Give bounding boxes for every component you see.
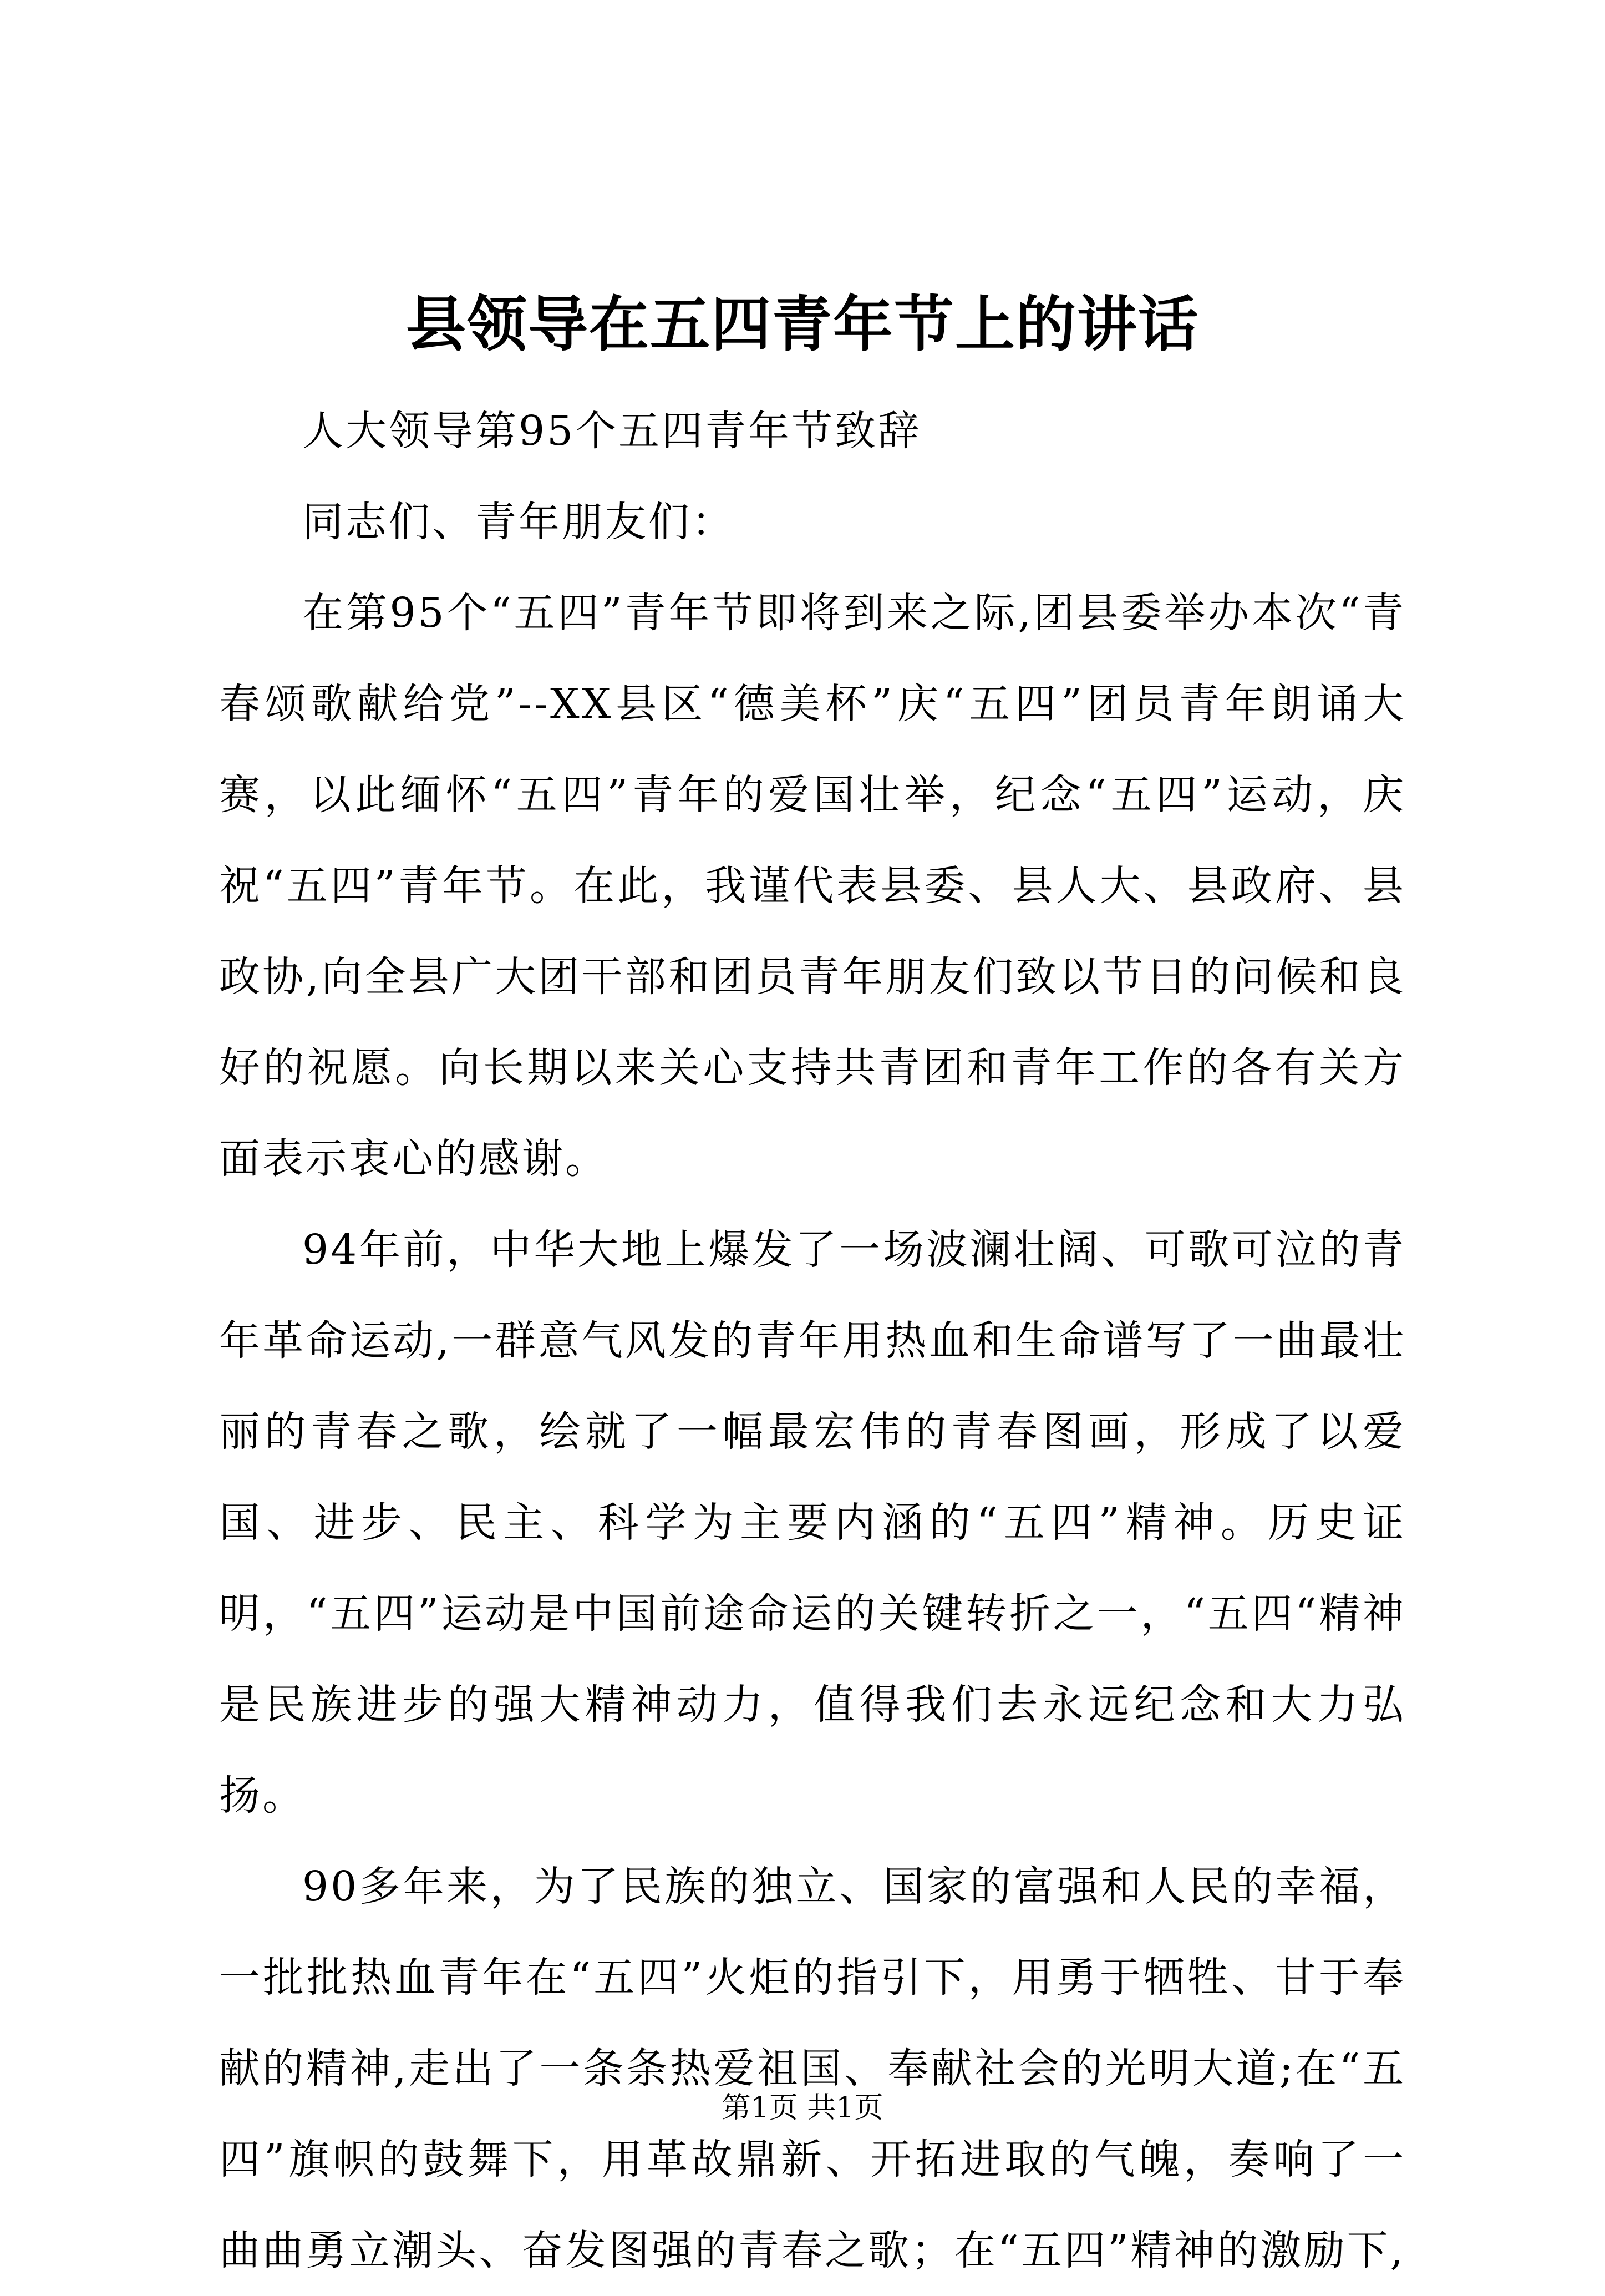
page-footer: 第1页 共1页 xyxy=(722,2091,883,2125)
paragraph-salutation: 同志们、青年朋友们： xyxy=(302,498,735,546)
paragraph-2: 94年前，中华大地上爆发了一场波澜壮阔、可歌可泣的青年革命运动,一群意气风发的青年用热血和生命谱写了一曲最壮丽的青春之歌，绘就了一幅最宏伟的青春图画，形成了以爱国、进步、民主、科学为主要内涵的“五四”精神。历史证明，“五四”运动是中国前途命运的关键转折之一，“五四“精神是民族进步的强大精神动力，值得我们去永远纪念和大力弘扬。 xyxy=(219,1226,1406,1819)
paragraph-subtitle: 人大领导第95个五四青年节致辞 xyxy=(302,407,922,455)
document-body xyxy=(219,386,1406,2296)
paragraph-1: 在第95个“五四”青年节即将到来之际,团县委举办本次“青春颂歌献给党”--XX县区“德美杯”庆“五四”团员青年朗诵大赛，以此缅怀“五四”青年的爱国壮举，纪念“五四”运动，庆祝“五四”青年节。在此，我谨代表县委、县人大、县政府、县政协,向全县广大团干部和团员青年朋友们致以节日的问候和良好的祝愿。向长期以来关心支持共青团和青年工作的各有关方面表示衷心的感谢。 xyxy=(219,589,1406,1183)
document-title: 县领导在五四青年节上的讲话 xyxy=(405,290,1199,359)
paragraph-3: 90多年来，为了民族的独立、国家的富强和人民的幸福，一批批热血青年在“五四”火炬的指引下，用勇于牺牲、甘于奉献的精神,走出了一条条热爱祖国、奉献社会的光明大道;在“五四”旗帜的鼓舞下，用革故鼎新、开拓进取的气魄，奏响了一曲曲勇立潮头、奋发图强的青春之歌；在“五四”精神的激励下, xyxy=(219,1863,1406,2274)
